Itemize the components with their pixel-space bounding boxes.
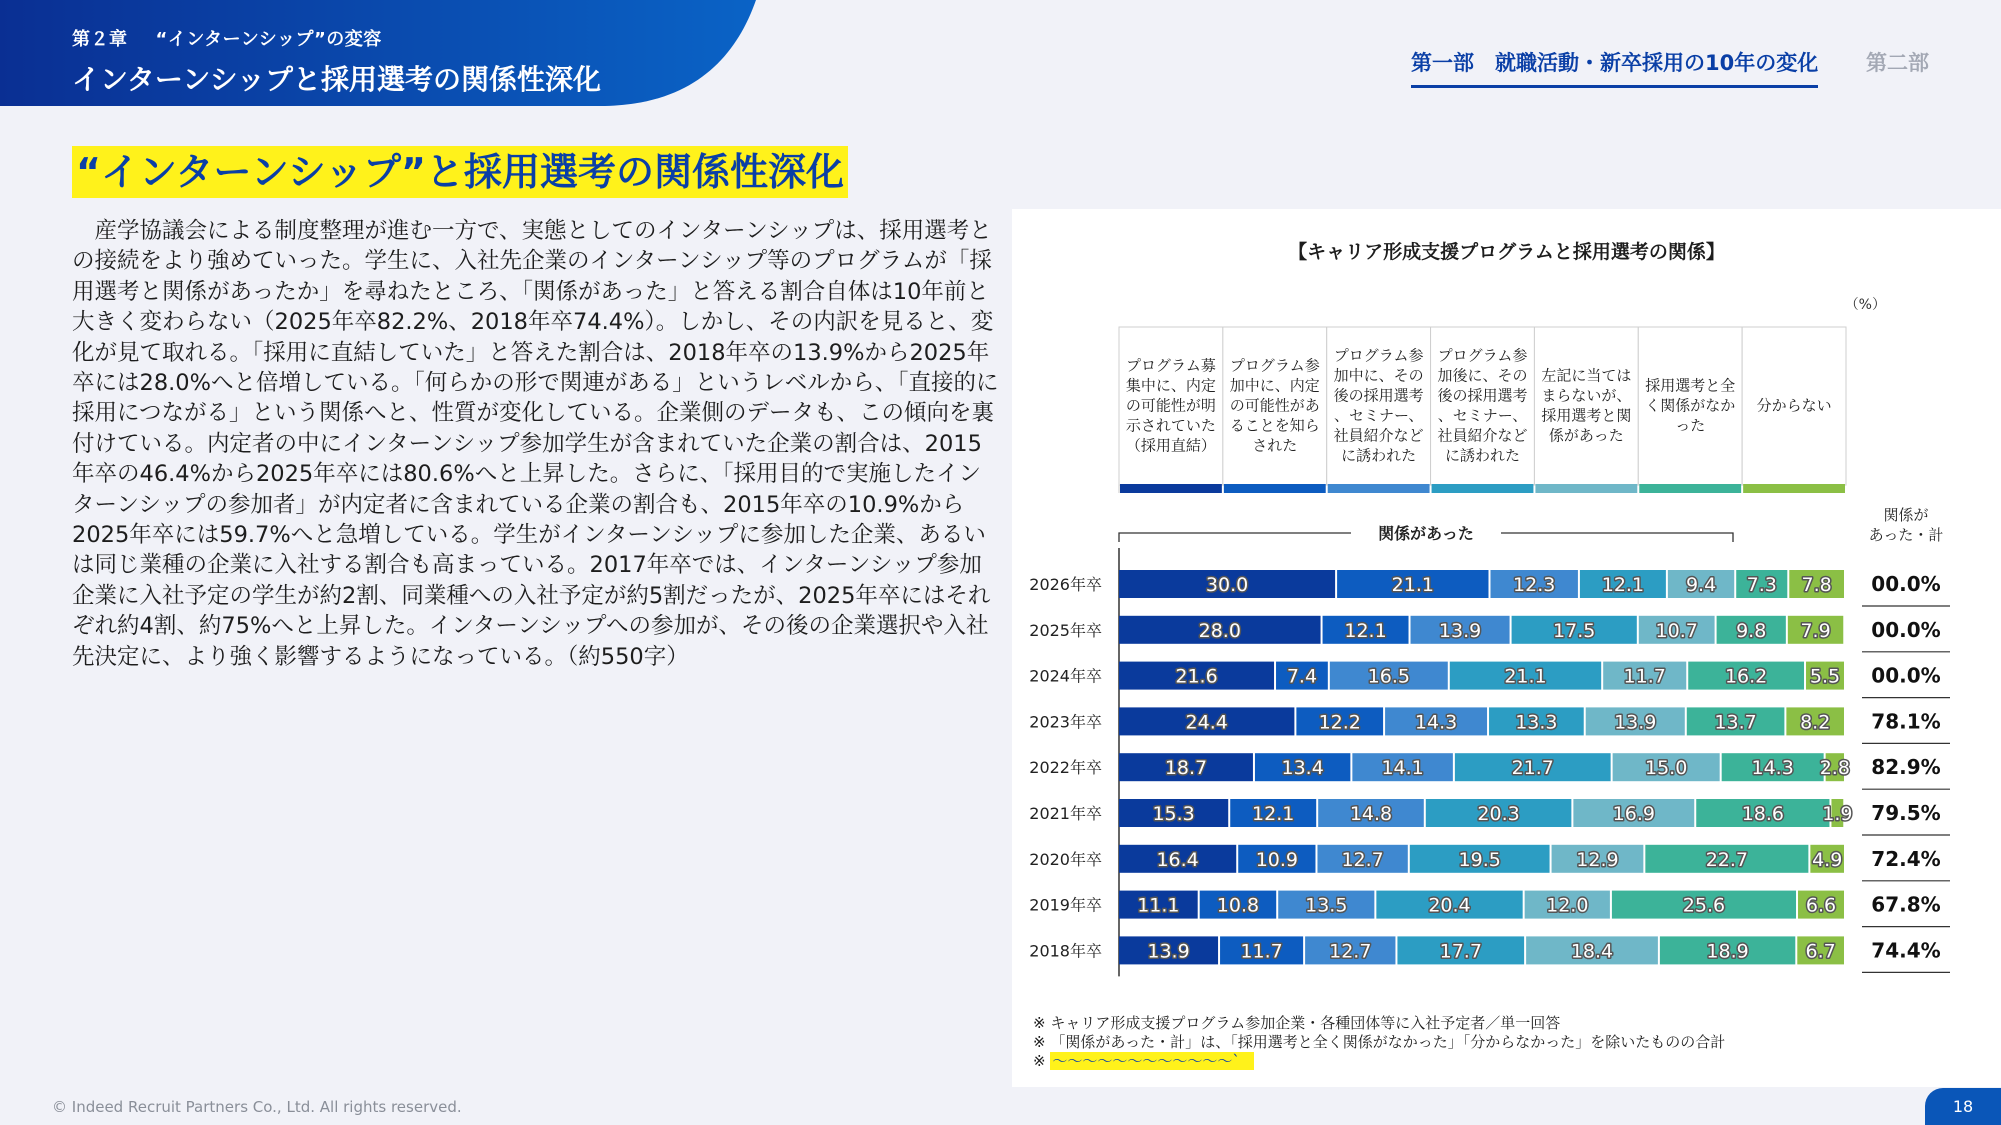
total-value: 00.0% — [1871, 617, 1941, 642]
note-3-highlight: 〜〜〜〜〜〜〜〜〜〜〜〜` — [1050, 1052, 1254, 1070]
note-1: ※ キャリア形成支援プログラム参加企業・各種団体等に入社予定者／単一回答 — [1033, 1014, 1561, 1032]
data-label: 14.3 — [1751, 757, 1794, 780]
data-label: 13.5 — [1305, 894, 1348, 917]
data-label: 14.3 — [1414, 711, 1458, 734]
body-paragraph: 産学協議会による制度整理が進む一方で、実態としてのインターンシップは、採用選考との接続をより強めていった。学生に、入社先企業のインターンシップ等のプログラムが「採用選考と関係があったか」を尋ねたところ、「関係があった」と答える割合自体は10年前と大きく変わらない（2025年卒82.2%、2018年卒74.4%）。しかし、その内訳を見ると、変化が見て取れる。「採用に直結していた」と答えた割合は、2018年卒の13.9%から2025年卒には28.0%へと倍増している。「何らかの形で関連がある」というレベルから、「直接的に採用につながる」という関係へと、性質が変化している。企業側のデータも、この傾向を裏付けている。内定者の中にインターンシップ参加学生が含まれていた企業の割合は、2015年卒の46.4%から2025年卒には80.6%へと上昇した。さらに、「採用目的で実施したインターンシップの参加者」が内定者に含まれている企業の割合も、2015年卒の10.9%から2025年卒には59.7%へと急増している。学生がインターンシップに参加した企業、あるいは同じ業種の企業に入社する割合も高まっている。2017年卒では、インターンシップ参加企業に入社予定の学生が約2割、同業種への入社予定が約5割だったが、2025年卒にはそれぞれ約4割、約75%へと上昇した。インターンシップへの参加が、その後の企業選択や入社先決定に、より強く影響するようになっている。（約550字） — [72, 218, 999, 670]
data-label: 7.3 — [1746, 574, 1777, 596]
data-label: 16.4 — [1156, 848, 1199, 871]
data-label: 12.2 — [1318, 711, 1361, 734]
chart-title: 【キャリア形成支援プログラムと採用選考の関係】 — [1288, 241, 1725, 263]
category-label: 2022年卒 — [1029, 758, 1102, 778]
data-label: 21.1 — [1504, 665, 1547, 688]
legend-swatch — [1535, 484, 1637, 493]
total-value: 79.5% — [1871, 801, 1941, 825]
data-label: 10.8 — [1216, 894, 1260, 917]
data-label: 19.5 — [1458, 848, 1501, 871]
total-value: 78.1% — [1871, 709, 1941, 734]
nav-tab-part1[interactable]: 第一部 就職活動・新卒採用の10年の変化 — [1411, 47, 1818, 88]
data-label: 20.3 — [1477, 803, 1520, 825]
data-label: 10.9 — [1255, 848, 1299, 871]
copyright: © Indeed Recruit Partners Co., Ltd. All rights reserved. — [52, 1098, 462, 1116]
data-label: 8.2 — [1800, 711, 1831, 734]
data-label: 15.0 — [1645, 757, 1688, 780]
data-label: 13.9 — [1438, 619, 1482, 642]
legend-swatch — [1224, 484, 1326, 493]
data-label: 11.7 — [1240, 940, 1283, 963]
data-label: 16.2 — [1724, 665, 1768, 688]
legend-swatch — [1120, 484, 1222, 493]
data-label: 12.0 — [1546, 894, 1589, 917]
chart-notes — [1033, 1014, 1725, 1071]
data-label: 12.7 — [1329, 940, 1372, 963]
data-label: 12.1 — [1601, 574, 1645, 596]
data-label: 20.4 — [1428, 894, 1471, 917]
total-value: 74.4% — [1871, 938, 1941, 963]
data-label: 21.1 — [1391, 574, 1434, 596]
data-label: 11.7 — [1623, 665, 1666, 688]
data-label: 6.7 — [1805, 940, 1836, 963]
unit-label: （%） — [1844, 297, 1886, 313]
category-label: 2018年卒 — [1029, 941, 1102, 961]
data-label: 12.7 — [1341, 848, 1384, 871]
chapter-number: 第２章 — [72, 29, 128, 50]
category-label: 2026年卒 — [1029, 575, 1102, 594]
bracket-label: 関係があった — [1378, 524, 1474, 543]
data-label: 9.4 — [1685, 574, 1717, 596]
total-value: 67.8% — [1871, 892, 1941, 917]
total-value: 82.9% — [1871, 755, 1941, 780]
data-label: 7.9 — [1800, 619, 1831, 642]
data-label: 11.1 — [1137, 894, 1180, 917]
data-label: 17.7 — [1439, 940, 1482, 963]
data-label: 13.4 — [1281, 757, 1324, 780]
data-label: 17.5 — [1553, 619, 1596, 642]
note-3-prefix: ※ — [1033, 1052, 1051, 1070]
data-label: 12.3 — [1513, 574, 1556, 596]
page-title: “インターンシップ”と採用選考の関係性深化 — [72, 146, 848, 198]
legend-label: プログラム参加中に、その後の採用選考、セミナー、社員紹介などに誘われた — [1333, 346, 1424, 465]
data-label: 25.6 — [1682, 894, 1726, 917]
data-label: 4.9 — [1812, 848, 1843, 871]
total-header-line1: 関係が — [1883, 506, 1929, 524]
data-label: 9.8 — [1736, 619, 1767, 642]
legend-label: プログラム参加後に、その後の採用選考、セミナー、社員紹介などに誘われた — [1437, 346, 1528, 465]
data-label: 13.9 — [1614, 711, 1657, 734]
data-label: 16.5 — [1367, 665, 1410, 688]
data-label: 30.0 — [1205, 574, 1249, 596]
data-label: 21.6 — [1175, 665, 1218, 688]
note-3 — [1033, 1052, 1725, 1071]
data-label: 12.1 — [1252, 803, 1295, 825]
legend-label: 左記に当てはまらないが、採用選考と関係があった — [1541, 366, 1632, 445]
data-label: 18.7 — [1164, 757, 1208, 780]
data-label: 18.9 — [1706, 940, 1749, 963]
data-label: 13.7 — [1714, 711, 1757, 734]
category-label: 2019年卒 — [1029, 895, 1102, 915]
category-label: 2024年卒 — [1029, 666, 1102, 686]
category-label: 2023年卒 — [1029, 712, 1102, 732]
data-label: 22.7 — [1705, 848, 1749, 871]
data-label: 18.6 — [1741, 803, 1785, 825]
legend-swatch — [1743, 484, 1845, 493]
data-label: 18.4 — [1570, 940, 1614, 963]
data-label: 6.6 — [1805, 894, 1837, 917]
data-label: 13.3 — [1515, 711, 1558, 734]
data-label: 10.7 — [1655, 619, 1698, 642]
legend-swatch — [1432, 484, 1534, 493]
total-header-line2: あった・計 — [1868, 526, 1944, 544]
data-label: 2.8 — [1819, 757, 1850, 780]
data-label: 15.3 — [1152, 803, 1195, 825]
data-label: 1.9 — [1822, 803, 1853, 825]
data-label: 28.0 — [1198, 619, 1241, 642]
note-2: ※ 「関係があった・計」は、「採用選考と全く関係がなかった」「分からなかった」を除いたものの合計 — [1033, 1033, 1726, 1051]
chapter-subtitle: “インターンシップ”の変容 — [155, 29, 382, 50]
data-label: 7.4 — [1286, 665, 1318, 688]
data-label: 14.8 — [1349, 803, 1393, 825]
total-value: 00.0% — [1871, 663, 1941, 688]
data-label: 14.1 — [1381, 757, 1424, 780]
data-label: 7.8 — [1801, 574, 1832, 596]
data-label: 13.9 — [1147, 940, 1190, 963]
data-label: 16.9 — [1612, 803, 1655, 825]
category-label: 2021年卒 — [1029, 804, 1102, 823]
data-label: 5.5 — [1809, 665, 1841, 688]
legend-label: 採用選考と全く関係がなかった — [1645, 376, 1736, 435]
category-label: 2025年卒 — [1029, 620, 1102, 640]
category-label: 2020年卒 — [1029, 849, 1102, 869]
data-label: 24.4 — [1185, 711, 1228, 734]
data-label: 21.7 — [1511, 757, 1554, 780]
page-number: 18 — [1925, 1088, 2001, 1125]
legend-label: 分からない — [1756, 396, 1832, 415]
data-label: 12.9 — [1576, 848, 1619, 871]
total-value: 00.0% — [1871, 572, 1941, 596]
section-title: インターンシップと採用選考の関係性深化 — [72, 63, 602, 96]
nav-tab-part2[interactable]: 第二部 — [1866, 51, 1929, 75]
legend-swatch — [1328, 484, 1430, 493]
legend-label: プログラム募集中に、内定の可能性が明示されていた（採用直結） — [1125, 356, 1216, 455]
data-label: 12.1 — [1344, 619, 1387, 642]
total-value: 72.4% — [1871, 846, 1941, 871]
legend-label: プログラム参加中に、内定の可能性があることを知らされた — [1229, 356, 1320, 455]
legend-swatch — [1639, 484, 1741, 493]
